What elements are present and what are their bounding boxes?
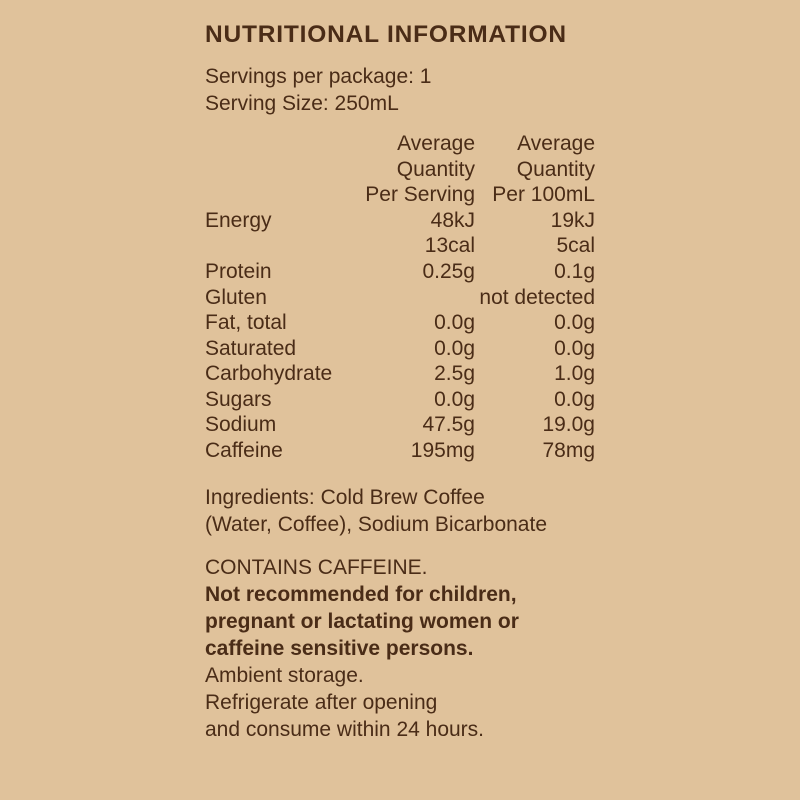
table-row [205, 208, 595, 234]
column-header-nutrient [205, 131, 355, 208]
table-row [205, 233, 595, 259]
ingredients-block [205, 484, 595, 538]
nutrient-per-serving: 48kJ [430, 208, 475, 232]
nutrient-per-100ml: 1.0g [554, 362, 595, 386]
nutrient-name: Sodium [205, 413, 277, 437]
nutrient-per-serving: 0.25g [422, 259, 475, 283]
nutrient-name: Sugars [205, 387, 272, 411]
nutrient-name: Carbohydrate [205, 362, 333, 386]
table-row [205, 412, 595, 438]
nutrient-per-serving: 2.5g [434, 362, 475, 386]
nutrient-span-value: not detected [479, 285, 595, 309]
caffeine-warning-block [205, 581, 595, 662]
per-100ml-line-1: Average [517, 131, 595, 155]
nutrient-name: Caffeine [205, 439, 283, 463]
table-header-row [205, 131, 595, 208]
nutrient-per-serving: 0.0g [434, 387, 475, 411]
nutrient-per-100ml: 0.0g [554, 311, 595, 335]
table-row [205, 438, 595, 464]
column-header-per-serving [355, 131, 475, 208]
nutrient-per-100ml: 5cal [556, 234, 595, 258]
table-row [205, 285, 595, 311]
nutrient-per-100ml: 19kJ [550, 208, 595, 232]
nutrition-panel [205, 22, 595, 743]
serving-size: Serving Size: 250mL [205, 91, 399, 115]
warning-line-3: caffeine sensitive persons. [205, 636, 474, 660]
nutrient-per-serving: 13cal [424, 234, 475, 258]
nutrient-name: Energy [205, 208, 272, 232]
table-row [205, 336, 595, 362]
storage-instructions-block [205, 662, 595, 743]
contains-caffeine-line: CONTAINS CAFFEINE. [205, 555, 428, 579]
nutrient-name: Gluten [205, 285, 267, 309]
nutrient-per-serving: 0.0g [434, 336, 475, 360]
column-header-per-100ml [475, 131, 595, 208]
nutrient-per-100ml: 19.0g [542, 413, 595, 437]
table-row [205, 361, 595, 387]
storage-line-3: and consume within 24 hours. [205, 717, 484, 741]
ingredients-line-2: (Water, Coffee), Sodium Bicarbonate [205, 512, 547, 536]
storage-line-1: Ambient storage. [205, 663, 364, 687]
storage-line-2: Refrigerate after opening [205, 690, 438, 714]
contains-caffeine-block [205, 554, 595, 581]
per-serving-line-2: Quantity [396, 157, 475, 181]
nutrient-name: Saturated [205, 336, 297, 360]
nutrient-per-100ml: 78mg [542, 439, 595, 463]
table-row [205, 387, 595, 413]
nutrient-name [205, 233, 355, 259]
per-100ml-line-2: Quantity [516, 157, 595, 181]
warning-line-1: Not recommended for children, [205, 582, 517, 606]
per-100ml-line-3: Per 100mL [492, 183, 595, 207]
nutrient-per-100ml: 0.1g [554, 259, 595, 283]
per-serving-line-1: Average [397, 131, 475, 155]
per-serving-line-3: Per Serving [365, 183, 475, 207]
nutrient-per-serving: 195mg [410, 439, 475, 463]
nutrient-per-100ml: 0.0g [554, 387, 595, 411]
nutrient-name: Protein [205, 259, 272, 283]
page-title: NUTRITIONAL INFORMATION [205, 21, 567, 48]
table-row [205, 259, 595, 285]
nutrient-name: Fat, total [205, 311, 287, 335]
servings-per-package: Servings per package: 1 [205, 64, 432, 88]
nutrient-per-100ml: 0.0g [554, 336, 595, 360]
ingredients-line-1: Ingredients: Cold Brew Coffee [205, 485, 485, 509]
table-row [205, 310, 595, 336]
nutrient-per-serving: 47.5g [422, 413, 475, 437]
nutrition-table [205, 131, 595, 464]
nutrient-per-serving: 0.0g [434, 311, 475, 335]
warning-line-2: pregnant or lactating women or [205, 609, 519, 633]
